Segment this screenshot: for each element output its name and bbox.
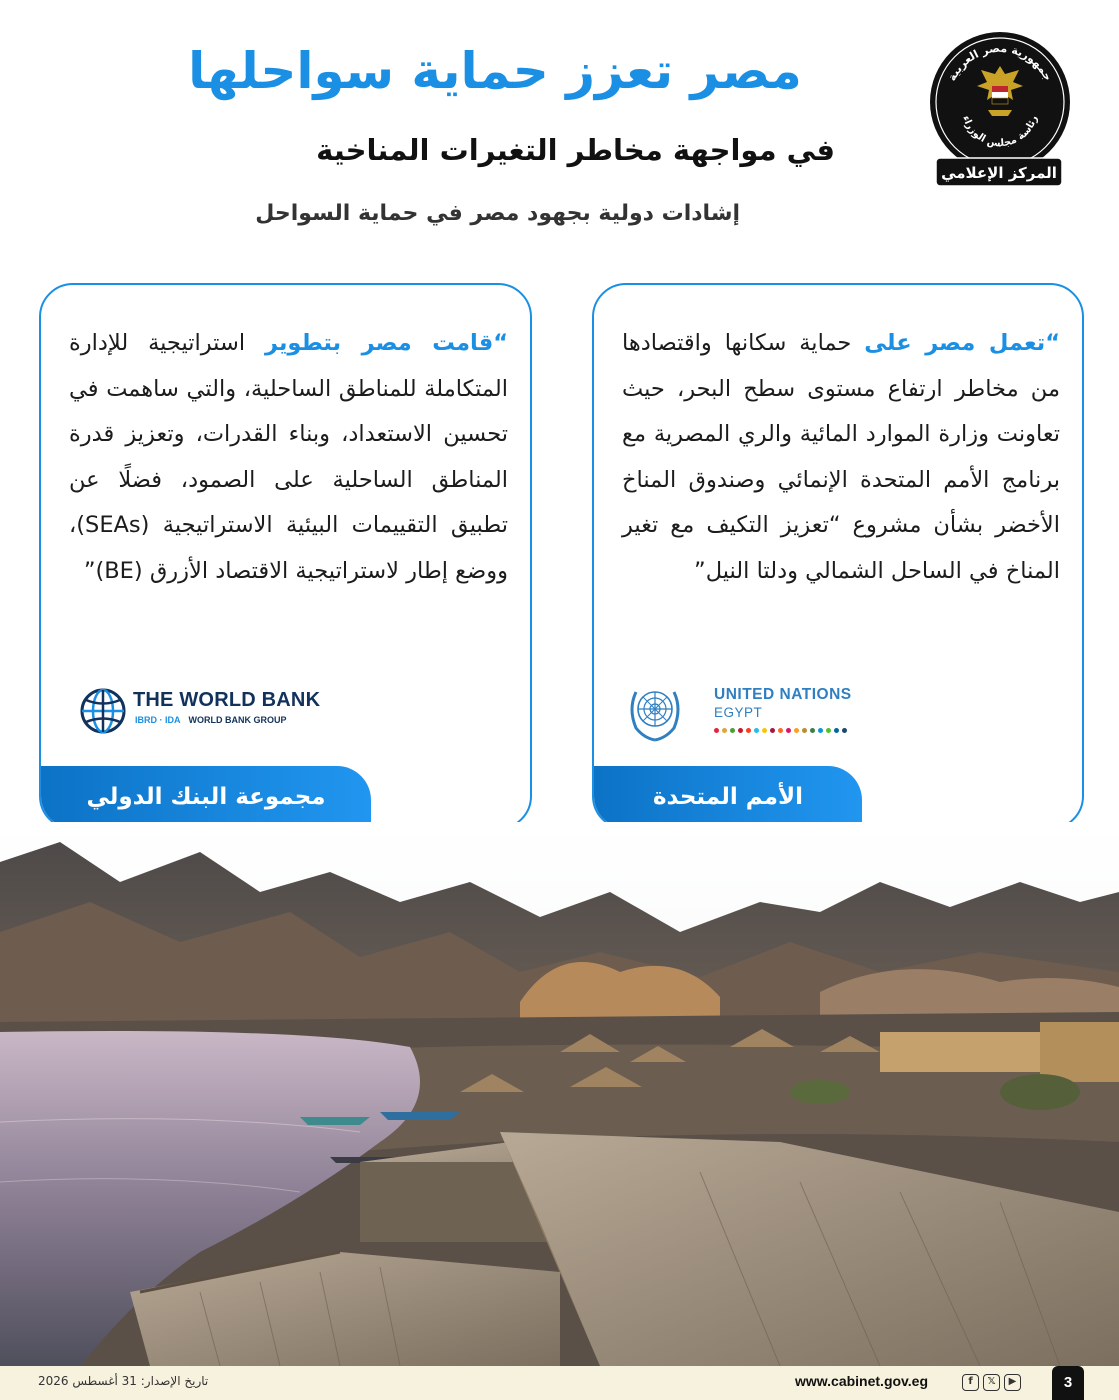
world-bank-group-label: WORLD BANK GROUP — [188, 715, 287, 725]
world-bank-logo — [79, 683, 339, 743]
un-egypt-logo — [626, 680, 886, 750]
world-bank-org-tab: مجموعة البنك الدولي — [41, 766, 371, 828]
world-bank-quote-lead: “قامت مصر بتطوير — [264, 330, 508, 356]
world-bank-logo-sub — [135, 715, 287, 725]
un-org-tab: الأمم المتحدة — [594, 766, 862, 828]
world-bank-globe-icon — [79, 687, 127, 735]
social-icons — [962, 1374, 1021, 1391]
logo-arc-mid-text: رئاسة مجلس الوزراء — [960, 114, 1040, 150]
world-bank-ibrd-ida: IBRD · IDA — [135, 715, 181, 725]
page-tagline: إشادات دولية بجهود مصر في حماية السواحل — [255, 201, 740, 226]
world-bank-quote — [69, 321, 508, 594]
issue-date: تاريخ الإصدار: 31 أغسطس 2026 — [38, 1374, 209, 1388]
un-logo-country: EGYPT — [714, 705, 763, 720]
page-subtitle: في مواجهة مخاطر التغيرات المناخية — [316, 133, 835, 167]
world-bank-logo-name: THE WORLD BANK — [133, 689, 321, 711]
united-nations-card — [592, 283, 1084, 830]
facebook-icon[interactable]: f — [962, 1374, 979, 1391]
logo-label: المركز الإعلامي — [941, 164, 1057, 182]
world-bank-quote-body: استراتيجية للإدارة المتكاملة للمناطق الساحلية، والتي ساهمت في تحسين الاستعداد، وبناء القدرات، وتعزيز قدرة المناطق الساحلية على الصمود، فضلًا عن تطبيق التقييمات البيئية الاستراتيجية (SEAs)، ووضع إطار لاستراتيجية الاقتصاد الأزرق (BE)” — [69, 330, 508, 584]
page-number: 3 — [1052, 1366, 1084, 1400]
un-logo-name: UNITED NATIONS — [714, 686, 852, 703]
un-quote-lead: “تعمل مصر على — [864, 330, 1060, 356]
sdg-color-dots — [714, 728, 847, 733]
logo-arc-top-text: جمهورية مصر العربية — [945, 41, 1055, 84]
page-title: مصر تعزز حماية سواحلها — [188, 42, 802, 100]
coastal-village-photo — [0, 822, 1119, 1366]
world-bank-card — [39, 283, 532, 830]
cabinet-media-center-logo — [928, 30, 1070, 190]
website-link[interactable]: www.cabinet.gov.eg — [795, 1373, 929, 1389]
un-emblem-icon — [626, 680, 684, 746]
footer-bar — [0, 1366, 1119, 1400]
x-icon[interactable]: 𝕏 — [983, 1374, 1000, 1391]
youtube-icon[interactable]: ▶ — [1004, 1374, 1021, 1391]
un-quote — [622, 321, 1060, 594]
un-quote-body: حماية سكانها واقتصادها من مخاطر ارتفاع مستوى سطح البحر، حيث تعاونت وزارة الموارد المائية والري المصرية مع برنامج الأمم المتحدة الإنمائي وصندوق المناخ الأخضر بشأن مشروع “تعزيز التكيف مع تغير المناخ في الساحل الشمالي ودلتا النيل” — [622, 330, 1060, 584]
